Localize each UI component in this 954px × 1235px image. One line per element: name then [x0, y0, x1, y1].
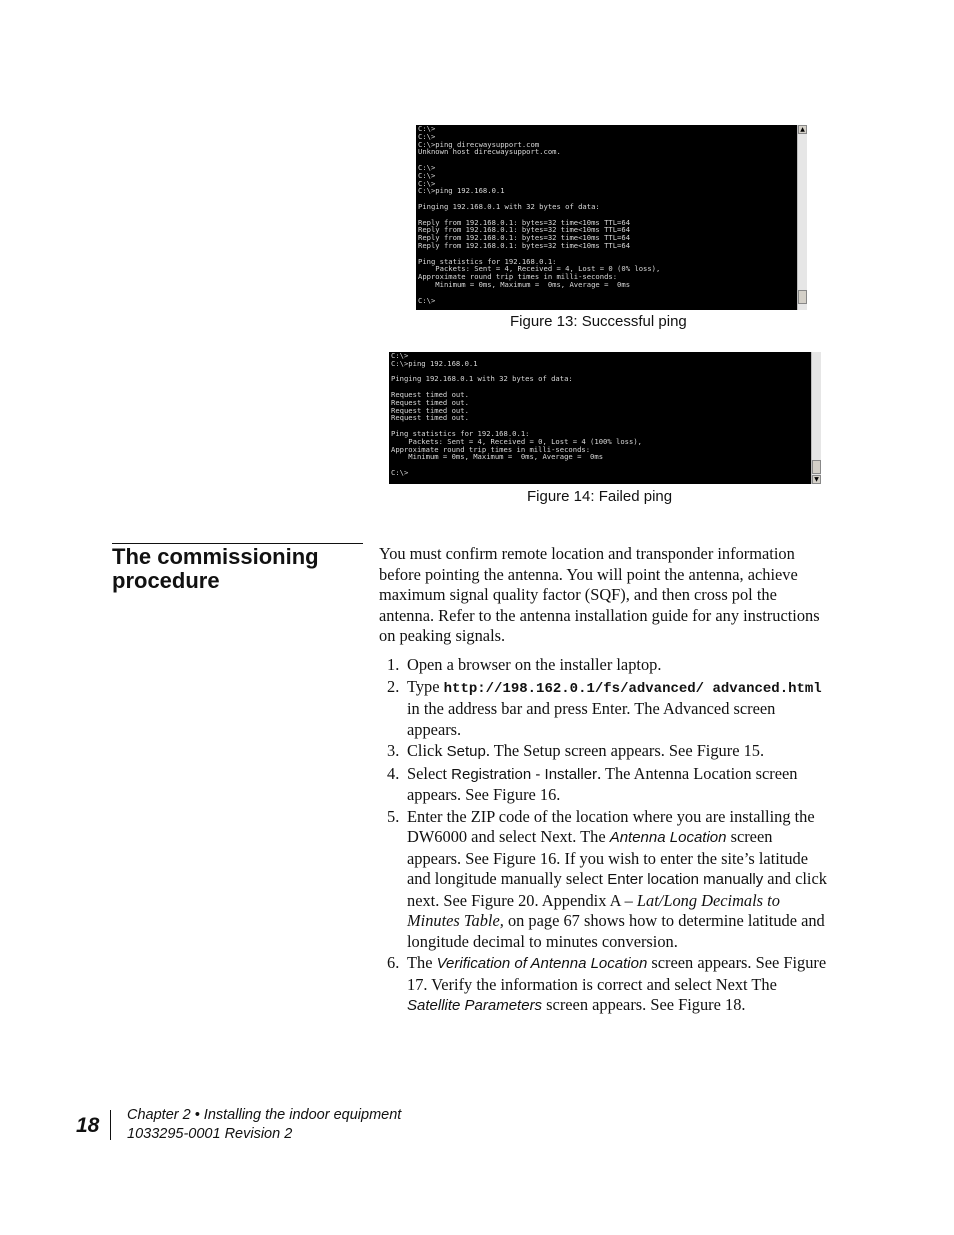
intro-paragraph: You must confirm remote location and transponder information before pointing the antenna. You will point the antenna, achieve maximum signal quality factor (SQF), and then cross pol the antenna. Refer to the antenna installation guide for any instructions on peaking signals.: [379, 544, 820, 645]
console-line: Request timed out.: [391, 405, 469, 415]
console-line: Reply from 192.168.0.1: bytes=32 time<10ms TTL=64: [418, 240, 631, 250]
step-1: 1. Open a browser on the installer laptop.: [387, 655, 662, 674]
step-2: 2. Type http://198.162.0.1/fs/advanced/ advanced.html in the address bar and press Enter. The Advanced screen appears.: [387, 676, 822, 739]
console-scrollbar[interactable]: [797, 125, 807, 310]
step-3: 3. Click Setup. The Setup screen appears. See Figure 15.: [387, 741, 765, 760]
console-line: C:\>: [418, 170, 436, 180]
enter-location-manually-ui-label: Enter location manually: [607, 871, 764, 888]
scroll-down-icon[interactable]: ▼: [812, 475, 821, 484]
verification-ui-label: Verification of Antenna Location: [436, 955, 648, 972]
console-output: [391, 352, 809, 477]
console-scrollbar[interactable]: [811, 352, 821, 484]
registration-installer-ui-label: Registration - Installer: [451, 765, 598, 783]
console-line: Request timed out.: [391, 397, 469, 407]
console-line: Request timed out.: [391, 389, 469, 399]
console-line: Unknown host direcwaysupport.com.: [418, 147, 561, 157]
console-output: [418, 125, 795, 304]
console-line: C:\>ping 192.168.0.1: [418, 186, 505, 196]
footer-doc-number: 1033295-0001 Revision 2: [127, 1126, 293, 1142]
satellite-parameters-ui-label: Satellite Parameters: [407, 997, 543, 1014]
console-line: C:\>: [418, 162, 436, 172]
scroll-thumb[interactable]: [798, 290, 807, 304]
console-line: [418, 289, 795, 297]
console-line: Pinging 192.168.0.1 with 32 bytes of data:: [418, 201, 600, 211]
console-line: [391, 461, 809, 469]
console-line: C:\>: [391, 467, 409, 477]
console-line: [418, 156, 795, 164]
console-line: C:\>: [418, 125, 436, 133]
console-line: C:\>ping direcwaysupport.com: [418, 139, 540, 149]
console-line: C:\>: [391, 352, 409, 360]
failed-ping-console: [389, 352, 821, 484]
console-line: Packets: Sent = 4, Received = 0, Lost = 4 (100% loss),: [391, 436, 642, 446]
console-line: Packets: Sent = 4, Received = 4, Lost = 0 (0% loss),: [418, 264, 661, 274]
console-line: Approximate round trip times in milli-seconds:: [391, 444, 591, 454]
console-line: Reply from 192.168.0.1: bytes=32 time<10ms TTL=64: [418, 233, 631, 243]
scroll-up-icon[interactable]: ▲: [798, 125, 807, 134]
console-line: Ping statistics for 192.168.0.1:: [418, 256, 557, 266]
console-line: Reply from 192.168.0.1: bytes=32 time<10ms TTL=64: [418, 217, 631, 227]
page-number: 18: [76, 1114, 100, 1137]
appendix-reference: Lat/Long Decimals to Minutes Table,: [407, 890, 780, 930]
console-line: Minimum = 0ms, Maximum = 0ms, Average = 0ms: [391, 452, 604, 462]
console-line: Pinging 192.168.0.1 with 32 bytes of data:: [391, 374, 573, 384]
figure-14-caption: Figure 14: Failed ping: [527, 488, 673, 505]
console-line: C:\>ping 192.168.0.1: [391, 358, 478, 368]
console-line: C:\>: [418, 178, 436, 188]
console-line: Ping statistics for 192.168.0.1:: [391, 428, 530, 438]
console-line: C:\>: [418, 131, 436, 141]
footer-rule: [110, 1110, 111, 1140]
step-5: 5. Enter the ZIP code of the location where you are installing the DW6000 and select Next. The Antenna Location screen appears. See Figure 16. If you wish to enter the site’s latitude and longitude manually select Enter location manually and click next. See Figure 20. Appendix A – Lat/Long Decimals to Minutes Table, on page 67 shows how to determine latitude and longitude decimal to minutes conversion.: [387, 806, 827, 951]
scroll-thumb[interactable]: [812, 460, 821, 474]
console-line: Request timed out.: [391, 413, 469, 423]
successful-ping-console: [416, 125, 807, 310]
console-line: Minimum = 0ms, Maximum = 0ms, Average = 0ms: [418, 279, 631, 289]
advanced-url: http://198.162.0.1/fs/advanced/ advanced.html: [443, 680, 822, 697]
antenna-location-ui-label: Antenna Location: [609, 829, 727, 846]
step-6: 6. The Verification of Antenna Location screen appears. See Figure 17. Verify the information is correct and select Next The Satellite Parameters screen appears. See Figure 18.: [387, 953, 827, 1014]
console-line: C:\>: [418, 295, 436, 305]
figure-13-caption: Figure 13: Successful ping: [510, 313, 687, 330]
section-heading: The commissioning procedure: [112, 544, 319, 593]
console-line: Approximate round trip times in milli-seconds:: [418, 272, 618, 282]
step-4: 4. Select Registration - Installer. The Antenna Location screen appears. See Figure 16.: [387, 763, 798, 804]
footer-chapter: Chapter 2 • Installing the indoor equipment: [127, 1107, 402, 1123]
console-line: Reply from 192.168.0.1: bytes=32 time<10ms TTL=64: [418, 225, 631, 235]
procedure-steps: [379, 655, 829, 1018]
setup-ui-label: Setup: [446, 743, 486, 760]
